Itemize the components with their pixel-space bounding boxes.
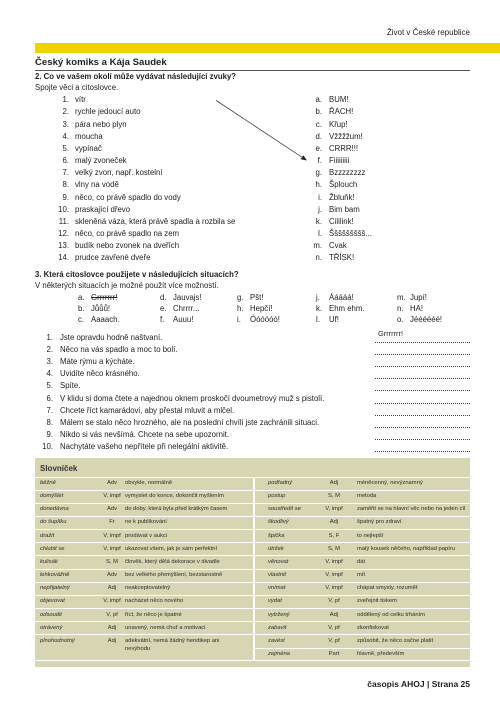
item-number: 13. (58, 241, 69, 251)
sound-text: Bzzzzzzzz (329, 168, 366, 178)
glossary-row (35, 569, 253, 582)
answer-blank (375, 430, 470, 440)
option-text: Grrrrrrr! (91, 293, 118, 302)
glossary-row (35, 555, 253, 568)
option-text: Auuu! (173, 315, 194, 325)
situation-text: Jste opravdu hodně naštvaní. (60, 333, 163, 342)
item-number: 2. (62, 107, 69, 117)
answer-text: Grrrrrrr! (378, 329, 404, 338)
glossary-meaning: zkonfiskovat (357, 624, 389, 631)
glossary-word: běžně (40, 480, 56, 486)
glossary-row (255, 621, 470, 634)
glossary-pos: V, impf (103, 545, 121, 552)
item-text: pára nebo plyn (75, 119, 127, 129)
glossary-meaning: adekvátní, nemá žádný hendikep ani nevýhodu (125, 637, 220, 653)
sound-item (305, 95, 465, 105)
sound-item (305, 180, 465, 190)
sound-letter: a. (315, 95, 322, 105)
option-letter: l. (316, 315, 320, 325)
answer-blank (375, 394, 470, 404)
situation-text: Spíte. (60, 381, 81, 391)
glossary-meaning: vymyslet do konce, dokončit myšlením (125, 493, 224, 500)
glossary-row (35, 621, 253, 634)
glossary-row (35, 608, 253, 621)
glossary-pos: Adv (107, 480, 117, 486)
option (78, 293, 153, 303)
situation-item (35, 418, 470, 428)
glossary-row (35, 542, 253, 555)
glossary-pos: Part (328, 651, 340, 658)
situation-number: 1. (46, 333, 53, 342)
item-text: vlny na vodě (75, 180, 119, 190)
glossary-meaning: to nejlepší (357, 532, 384, 539)
glossary-row (255, 648, 470, 661)
glossary-pos: V, impf (325, 506, 343, 513)
sound-item (305, 229, 465, 239)
situation-item (35, 369, 470, 379)
glossary-word: objevovat (40, 598, 65, 605)
glossary-row (255, 542, 470, 555)
glossary-meaning: bez velkého přemýšlení, bezstarostně (125, 572, 223, 579)
list-item (35, 168, 265, 178)
glossary-row (35, 634, 253, 660)
glossary-row (35, 503, 253, 516)
glossary-row (255, 529, 470, 542)
item-number: 10. (58, 204, 69, 214)
option-text: HA! (410, 304, 423, 314)
list-item (35, 229, 265, 239)
sound-item (305, 193, 465, 203)
answer-blank (375, 381, 470, 391)
option (160, 304, 235, 314)
answer-blank (375, 369, 470, 379)
glossary-row (35, 490, 253, 503)
option-letter: h. (237, 304, 244, 314)
sound-item (305, 132, 465, 142)
glossary-word: dražit (40, 532, 55, 539)
option-text: Pšt! (250, 293, 264, 302)
sound-text: CRRR!!! (329, 143, 359, 153)
glossary-pos: V, impf (325, 585, 343, 592)
option-text: Uf! (329, 315, 339, 325)
option (78, 304, 153, 314)
glossary-row (255, 569, 470, 582)
glossary-pos: V, pf (106, 611, 118, 618)
glossary-word: postup (268, 493, 286, 500)
situation-number: 8. (46, 417, 53, 427)
glossary-meaning: zaměřit se na hlavní věc nebo na jeden cíl (357, 506, 466, 513)
sound-letter: k. (315, 216, 322, 226)
exercise-3-heading: 3. Která citoslovce použijete v následujících situacích? (35, 269, 239, 279)
item-number: 14. (58, 253, 69, 263)
item-number: 8. (62, 180, 69, 190)
glossary-row (255, 634, 470, 647)
option-letter: m. (397, 293, 406, 302)
list-item (35, 107, 265, 117)
sound-item (305, 156, 465, 166)
item-number: 12. (58, 228, 69, 238)
glossary-row (35, 529, 253, 542)
glossary-meaning: ne k publikování (125, 519, 167, 526)
glossary-meaning: metoda (357, 493, 377, 500)
item-text: malý zvoneček (75, 156, 127, 166)
glossary-pos: S, M (106, 558, 118, 565)
situation-number: 2. (46, 345, 53, 355)
sound-text: BUM! (329, 95, 349, 105)
answer-blank (375, 418, 470, 428)
situation-number: 9. (46, 429, 53, 439)
glossary-pos: Adj (329, 480, 339, 486)
sound-item (305, 241, 465, 251)
glossary-row (255, 595, 470, 608)
glossary-row (35, 582, 253, 595)
sound-letter: m. (313, 241, 322, 251)
sound-item (305, 217, 465, 227)
glossary-word: věnovat (268, 558, 289, 565)
exercise-2-instruction: Spojte věci a citoslovce. (35, 82, 119, 92)
item-number: 1. (62, 95, 69, 105)
list-item (35, 205, 265, 215)
option (397, 315, 472, 325)
glossary-pos: Adv (107, 506, 117, 513)
item-text: vypínač (75, 143, 102, 153)
glossary-meaning: ukazovat všem, jak je sám perfektní (125, 545, 218, 552)
situation-text: Nachytáte vašeho nepřítele při nelegální aktivitě. (60, 441, 229, 451)
glossary-meaning: unavený, nemá chuť a motivaci (125, 624, 206, 631)
glossary-word: lehkovážně (40, 572, 70, 579)
situation-text: Máte rýmu a kýcháte. (60, 357, 135, 367)
sound-letter: n. (315, 253, 322, 263)
glossary-meaning: člověk, který dělá dekorace v divadle (125, 558, 220, 565)
situation-item (35, 381, 470, 391)
sound-text: Vžžžžum! (329, 131, 363, 141)
option (160, 293, 235, 303)
list-item (35, 132, 265, 142)
glossary-word: plnohodnotný (40, 637, 75, 644)
situation-number: 7. (46, 405, 53, 415)
article-title: Český komiks a Kája Saudek (35, 57, 167, 68)
sound-text: Šplouch (329, 180, 358, 190)
item-number: 11. (58, 216, 69, 226)
glossary-pos: Adj (107, 624, 117, 631)
sound-letter: j. (318, 204, 322, 214)
sound-item (305, 205, 465, 215)
glossary-pos: V, pf (328, 624, 340, 631)
glossary-meaning: malý kousek něčeho, například papíru (357, 545, 455, 552)
accent-bar (35, 43, 500, 53)
glossary-meaning: špatný pro zdraví (357, 519, 402, 526)
option (237, 304, 312, 314)
glossary-meaning: oddělený od celku trháním (357, 611, 425, 618)
glossary-word: domýšlet (40, 493, 64, 500)
glossary-row (35, 477, 253, 490)
option-text: Jůůů! (91, 304, 111, 314)
option (316, 293, 391, 303)
item-text: velký zvon, např. kostelní (75, 168, 163, 178)
glossary-pos: S, F (328, 532, 340, 539)
answer-blank (375, 329, 470, 343)
glossary-title: Slovníček (40, 464, 78, 473)
glossary-pos: S, M (328, 493, 340, 500)
option-letter: i. (237, 315, 241, 325)
list-item (35, 193, 265, 203)
option-text: Aaaach. (91, 315, 120, 325)
option (237, 293, 312, 303)
list-item (35, 217, 265, 227)
glossary-word: vydat (268, 598, 282, 605)
option-letter: g. (237, 293, 244, 302)
exercise-2-heading: 2. Co ve vašem okolí může vydávat následující zvuky? (35, 71, 237, 81)
glossary-meaning: způsobit, že něco začne platit (357, 637, 434, 644)
glossary-row (255, 490, 470, 503)
glossary-word: podřadný (268, 480, 293, 486)
situation-text: Uvidíte něco krásného. (60, 369, 140, 379)
situation-item (35, 394, 470, 404)
option-letter: a. (78, 293, 85, 302)
sound-text: Bim bam (329, 204, 360, 214)
glossary-meaning: nacházet něco nového (125, 598, 184, 605)
list-item (35, 95, 265, 105)
sound-text: Fiiiiiiiii (329, 156, 350, 166)
glossary-word: škodlivý (268, 519, 289, 526)
glossary-row (255, 477, 470, 490)
glossary-word: vnímat (268, 585, 286, 592)
glossary-pos: V, impf (325, 572, 343, 579)
option (316, 304, 391, 314)
item-text: moucha (75, 131, 103, 141)
option (78, 315, 153, 325)
glossary-meaning: mít (357, 572, 366, 579)
situation-number: 5. (46, 381, 53, 391)
situation-text: Nikdo si vás nevšímá. Chcete na sebe upozornit. (60, 429, 230, 439)
sound-letter: b. (315, 107, 322, 117)
situation-number: 4. (46, 369, 53, 379)
situation-text: Chcete říct kamarádovi, aby přestal mluvit a mlčel. (60, 405, 235, 415)
glossary-row (255, 555, 470, 568)
item-number: 4. (62, 131, 69, 141)
section-header: Život v České republice (386, 28, 470, 37)
item-number: 9. (62, 192, 69, 202)
situation-item (35, 329, 470, 343)
glossary-word: vytržený (268, 611, 290, 618)
sound-letter: g. (315, 168, 322, 178)
glossary-word: vlastnit (268, 572, 287, 579)
glossary-word: chlubit se (40, 545, 65, 552)
glossary-pos: Adj (329, 519, 339, 526)
sound-text: ŘACH! (329, 107, 354, 117)
situation-text: Něco na vás spadlo a moc to bolí. (60, 345, 178, 355)
glossary-meaning: obvykle, normálně (125, 480, 173, 486)
glossary-word: špička (268, 532, 285, 539)
glossary-row (255, 503, 470, 516)
glossary-meaning: dát (357, 558, 366, 565)
item-text: budík nebo zvonek na dveřích (75, 241, 180, 251)
list-item (35, 144, 265, 154)
option-letter: d. (160, 293, 167, 302)
glossary-pos: Adj (329, 611, 339, 618)
answer-blank (375, 406, 470, 416)
glossary-row (255, 582, 470, 595)
situation-item (35, 345, 470, 355)
glossary-word: odsoudit (40, 611, 62, 618)
glossary-pos: V, impf (103, 598, 121, 605)
glossary-pos: V, impf (103, 493, 121, 500)
glossary-meaning: hlavně, především (357, 651, 405, 658)
list-item (35, 241, 265, 251)
situation-text: V klidu si doma čtete a najednou oknem proskočí dvoumetrový muž s pistolí. (60, 393, 325, 403)
situation-number: 3. (46, 357, 53, 367)
option-letter: k. (316, 304, 323, 314)
options-grid (70, 292, 470, 326)
glossary-pos: S, M (328, 545, 340, 552)
option-text: Ááááá! (329, 293, 354, 302)
sound-letter: c. (315, 119, 322, 129)
answer-blank (375, 345, 470, 355)
glossary-word: zavést (268, 637, 285, 644)
sound-text: Žbluňk! (329, 192, 355, 202)
option (316, 315, 391, 325)
option-letter: b. (78, 304, 85, 314)
glossary-row (35, 516, 253, 529)
situation-number: 6. (46, 393, 53, 403)
glossary-pos: Adj (107, 637, 117, 644)
glossary-meaning: zveřejnit tiskem (357, 598, 397, 605)
option (397, 293, 472, 303)
glossary-box (35, 458, 470, 667)
glossary-meaning: říct, že něco je špatné (125, 611, 182, 618)
option-letter: c. (78, 315, 85, 325)
option-text: Jauvajs! (173, 293, 202, 302)
item-text: prudce zavřené dveře (75, 253, 151, 263)
sound-letter: f. (317, 156, 322, 166)
glossary-meaning: méněcenný, nevýznamný (357, 480, 423, 486)
glossary-word: nepřijatelný (40, 585, 70, 592)
glossary-pos: V, impf (103, 532, 121, 539)
glossary-pos: V, pf (328, 637, 340, 644)
option-letter: o. (397, 315, 404, 325)
glossary-word: soustředit se (268, 506, 301, 513)
things-list (35, 94, 265, 264)
glossary-meaning: neakceptovatelný (125, 585, 171, 592)
sounds-list (305, 94, 465, 264)
option (397, 304, 472, 314)
list-item (35, 253, 265, 263)
answer-blank (375, 442, 470, 452)
situations-list (35, 329, 470, 454)
list-item (35, 120, 265, 130)
situation-number: 10. (42, 441, 53, 451)
sound-item (305, 107, 465, 117)
sound-letter: i. (318, 192, 322, 202)
sound-text: Křup! (329, 119, 348, 129)
item-number: 6. (62, 156, 69, 166)
situation-item (35, 357, 470, 367)
option-text: Jéééééé! (410, 315, 443, 325)
list-item (35, 156, 265, 166)
glossary-meaning: prodávat v aukci (125, 532, 168, 539)
glossary-pos: Adv (107, 572, 117, 579)
option-text: Chrrrr... (173, 304, 200, 314)
item-text: vítr (75, 95, 86, 105)
option (237, 315, 312, 325)
item-text: něco, co právě spadlo na zem (75, 228, 180, 238)
sound-letter: l. (318, 228, 322, 238)
page-footer: časopis AHOJ | Strana 25 (367, 679, 470, 689)
glossary-word: kulisák (40, 558, 58, 565)
sound-letter: h. (315, 180, 322, 190)
glossary-row (255, 608, 470, 621)
sound-text: Cililink! (329, 216, 354, 226)
glossary-row (255, 516, 470, 529)
sound-text: TŘÍSK! (329, 253, 355, 263)
glossary-word: donedávna (40, 506, 69, 513)
item-text: rychle jedoucí auto (75, 107, 141, 117)
sound-item (305, 144, 465, 154)
sound-letter: e. (315, 143, 322, 153)
sound-text: Cvak (329, 241, 347, 251)
glossary-pos: V, impf (325, 558, 343, 565)
item-number: 7. (62, 168, 69, 178)
glossary-pos: V, pf (328, 598, 340, 605)
sound-item (305, 253, 465, 263)
option-text: Hepčí! (250, 304, 273, 314)
glossary-pos: Adj (107, 585, 117, 592)
sound-item (305, 168, 465, 178)
glossary-meaning: do doby, která byla před krátkým časem (125, 506, 228, 513)
item-number: 3. (62, 119, 69, 129)
option-text: Jupí! (410, 293, 427, 302)
option-letter: e. (160, 304, 167, 314)
glossary-word: zejména (268, 651, 290, 658)
item-number: 5. (62, 143, 69, 153)
exercise-3-instruction: V některých situacích je možné použít více možností. (35, 280, 219, 290)
sound-text: Ššššššššš... (329, 228, 372, 238)
option-text: Ehm ehm. (329, 304, 365, 314)
glossary-word: útržek (268, 545, 284, 552)
option-letter: j. (316, 293, 320, 302)
glossary-row (35, 595, 253, 608)
option-letter: n. (397, 304, 404, 314)
option-letter: f. (160, 315, 165, 325)
option-text: Óóóóóó! (250, 315, 280, 325)
sound-item (305, 120, 465, 130)
glossary-word: zabavit (268, 624, 287, 631)
situation-item (35, 442, 470, 452)
situation-text: Málem se stalo něco hrozného, ale na poslední chvíli jste zachránili situaci. (60, 417, 320, 427)
item-text: skleněná váza, která právě spadla a rozbila se (75, 216, 236, 226)
option (160, 315, 235, 325)
glossary-pos: Fr (109, 519, 115, 526)
item-text: praskající dřevo (75, 204, 131, 214)
item-text: něco, co právě spadlo do vody (75, 192, 181, 202)
sound-letter: d. (315, 131, 322, 141)
glossary-word: otrávený (40, 624, 63, 631)
glossary-word: do šuplíku (40, 519, 67, 526)
situation-item (35, 406, 470, 416)
situation-item (35, 430, 470, 440)
answer-blank (375, 357, 470, 367)
glossary-meaning: chápat smysly, rozumět (357, 585, 418, 592)
title-divider (35, 70, 470, 71)
list-item (35, 180, 265, 190)
